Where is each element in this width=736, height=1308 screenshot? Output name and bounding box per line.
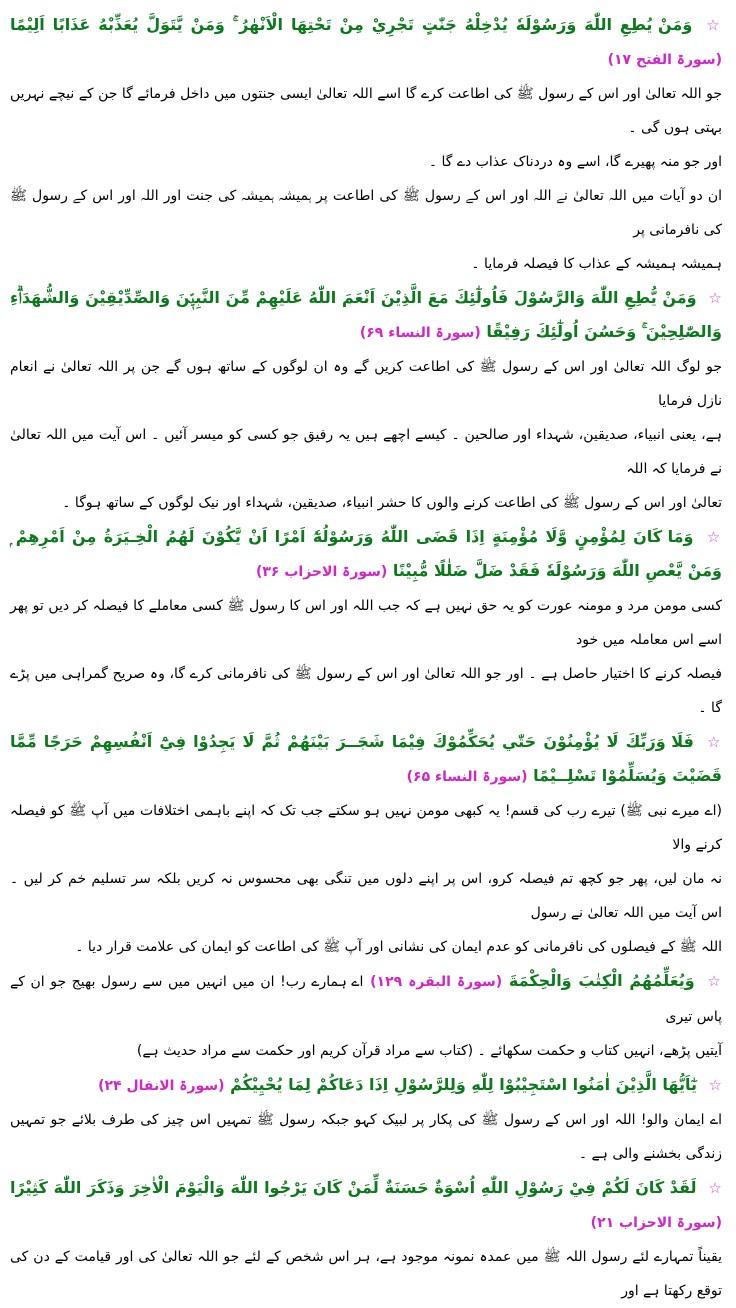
star-outline-icon: ☆ [708,289,722,307]
commentary-line: اللہ ﷺ کے فیصلوں کی نافرمانی کو عدم ایمان کی نشانی اور آپ ﷺ کی اطاعت کو ایمان کی علامت قرار دیا ۔ [75,939,722,955]
verse-reference: (سورۃ البقرہ ۱۲۹) [370,974,503,990]
verse-1 [10,8,722,77]
verse-4 [10,725,722,794]
section-6 [10,1068,722,1171]
verse-reference: (سورۃ الانفال ۲۴) [98,1078,225,1094]
translation-line: نہ مان لیں، پھر جو کچھ تم فیصلہ کرو، اس پر اپنے دلوں میں تنگی بھی محسوس نہ کریں بلکہ سر تسلیم خم کر لیں ۔ اس آیت میں اللہ تعالیٰ نے رسول [10,871,722,921]
translation-line: جو لوگ اللہ تعالیٰ اور اس کے رسول ﷺ کی اطاعت کریں گے وہ ان لوگوں کے ساتھ ہوں گے جن پر اللہ تعالیٰ نے انعام نازل فرمایا [10,359,722,409]
section-3 [10,520,722,725]
translation-line: ہے، یعنی انبیاء، صدیقین، شہداء اور صالحین ۔ کیسے اچھے ہیں یہ رفیق جو کسی کو میسر آئیں ۔ اس آیت میں اللہ تعالیٰ نے فرمایا کہ اللہ [10,427,722,477]
verse-reference: (سورۃ النساء ۶۹) [359,325,481,341]
translation-line: جو اللہ تعالیٰ اور اس کے رسول ﷺ کی اطاعت کرے گا اسے اللہ تعالیٰ ایسی جنتوں میں داخل فرمائے گا جن کے نیچے نہریں بہتی ہوں گی ۔ [10,86,722,136]
star-outline-icon: ☆ [708,1179,723,1197]
translation-line: یقیناً تمہارے لئے رسول اللہ ﷺ میں عمدہ نمونہ موجود ہے، ہر اس شخص کے لئے جو اللہ تعالیٰ کی اور قیامت کے دن کی توقع رکھتا ہے اور [10,1249,722,1299]
translation-line: (اے میرے نبی ﷺ) تیرے رب کی قسم! یہ کبھی مومن نہیں ہو سکتے جب تک کہ اپنے باہمی اختلافات میں آپ ﷺ کو فیصلہ کرنے والا [10,803,722,853]
section-1 [10,8,722,281]
translation-line: اور جو منہ پھیرے گا، اسے وہ دردناک عذاب دے گا ۔ [428,154,722,170]
verse-reference: (سورۃ الاحزاب ۳۶) [255,564,388,580]
verse-reference: (سورۃ الاحزاب ۲۱) [590,1215,722,1231]
commentary-line: تعالیٰ اور اس کے رسول ﷺ کی اطاعت کرنے والوں کا حشر انبیاء، صدیقین، شہداء اور نیک لوگوں کے ساتھ ہوگا ۔ [62,495,722,511]
verse-6 [10,1068,722,1103]
section-4 [10,725,722,964]
verse-text: وَمَنْ يُطِعِ اللّٰهَ وَرَسُوْلَهٗ يُدْخِلْهُ جَنّٰتٍ تَجْرِيْ مِنْ تَحْتِهَا الْاَنْهٰرُ ۚ وَمَنْ يَّتَوَلَّ يُعَذِّبْهُ عَذَابًا اَلِيْمًا [10,15,693,34]
translation-inline: اے ہمارے رب! ان میں انہیں میں سے رسول بھیج جو ان کے پاس تیری [10,974,722,1025]
section-5 [10,964,722,1068]
section-7 [10,1171,722,1308]
translation-line: کسی مومن مرد و مومنہ عورت کو یہ حق نہیں ہے کہ جب اللہ اور اس کا رسول ﷺ کسی معاملے کا فیصلہ کر دیں تو پھر اسے اس معاملہ میں خود [10,598,722,648]
verse-text: وَيُعَلِّمُهُمُ الْكِتٰبَ وَالْحِكْمَةَ [508,971,695,990]
star-outline-icon: ☆ [707,733,723,751]
verse-5 [10,964,722,1034]
verse-text: لَقَدْ كَانَ لَكُمْ فِيْ رَسُوْلِ اللّٰهِ اُسْوَةٌ حَسَنَةٌ لِّمَنْ كَانَ يَرْجُوا اللّٰهَ وَالْيَوْمَ الْاٰخِرَ وَذَكَرَ اللّٰهَ كَثِيْرًا [10,1178,697,1197]
section-2 [10,281,722,520]
translation-line: آیتیں پڑھے، انہیں کتاب و حکمت سکھائے ۔ (کتاب سے مراد قرآن کریم اور حکمت سے مراد حدیث ہے) [136,1043,722,1059]
verse-text: وَمَنْ يُّطِعِ اللّٰهَ وَالرَّسُوْلَ فَاُولٰٓئِكَ مَعَ الَّذِيْنَ اَنْعَمَ اللّٰهُ عَلَيْهِمْ مِّنَ النَّبِيّٖنَ وَالصِّدِّيْقِيْنَ وَالشُّهَدَاۗءِ وَالصّٰلِحِيْنَ ۚ وَحَسُنَ اُولٰٓئِكَ رَفِيْقًا [10,288,722,341]
verse-reference: (سورۃ الفتح ۱۷) [607,52,722,68]
translation-line: فیصلہ کرنے کا اختیار حاصل ہے ۔ اور جو اللہ تعالیٰ اور اس کے رسول ﷺ کی نافرمانی کرے گا، وہ صریح گمراہی میں پڑے گا ۔ [10,666,722,716]
verse-2 [10,281,722,350]
verse-7 [10,1171,722,1240]
verse-text: يٰٓاَيُّهَا الَّذِيْنَ اٰمَنُوا اسْتَجِيْبُوْا لِلّٰهِ وَلِلرَّسُوْلِ اِذَا دَعَاكُمْ لِمَا يُحْيِيْكُمْ [230,1075,697,1094]
verse-reference: (سورۃ النساء ۶۵) [406,769,528,785]
verse-text: وَمَا كَانَ لِمُؤْمِنٍ وَّلَا مُؤْمِنَةٍ اِذَا قَضَى اللّٰهُ وَرَسُوْلُهٗٓ اَمْرًا اَنْ يَّكُوْنَ لَهُمُ الْخِـيَرَةُ مِنْ اَمْرِهِمْ ۭ وَمَنْ يَّعْصِ اللّٰهَ وَرَسُوْلَهٗ فَقَدْ ضَلَّ ضَلٰلًا مُّبِيْنًا [10,527,722,580]
star-outline-icon: ☆ [706,528,722,546]
star-outline-icon: ☆ [708,1076,722,1094]
commentary-line: ان دو آیات میں اللہ تعالیٰ نے اللہ اور اس کے رسول ﷺ کی اطاعت پر ہمیشہ ہمیشہ کی جنت اور اللہ اور اس کے رسول ﷺ کی نافرمانی پر [10,188,722,238]
verse-3 [10,520,722,589]
commentary-line: ہمیشہ ہمیشہ کے عذاب کا فیصلہ فرمایا ۔ [471,256,722,272]
verse-text: فَلَا وَرَبِّكَ لَا يُؤْمِنُوْنَ حَتّٰي يُحَكِّمُوْكَ فِيْمَا شَجَــرَ بَيْنَھُمْ ثُمَّ لَا يَجِدُوْا فِيْٓ اَنْفُسِهِمْ حَرَجًا مِّمَّا قَضَيْتَ وَيُسَلِّمُوْا تَسْلِــيْمًا [10,732,722,785]
translation-line: اے ایمان والو! اللہ اور اس کے رسول ﷺ کی پکار پر لبیک کہو جبکہ رسول ﷺ تمہیں اس چیز کی طرف بلائے جو تمہیں زندگی بخشنے والی ہے ۔ [10,1112,722,1162]
star-outline-icon: ☆ [707,972,723,990]
star-outline-icon: ☆ [706,16,723,34]
